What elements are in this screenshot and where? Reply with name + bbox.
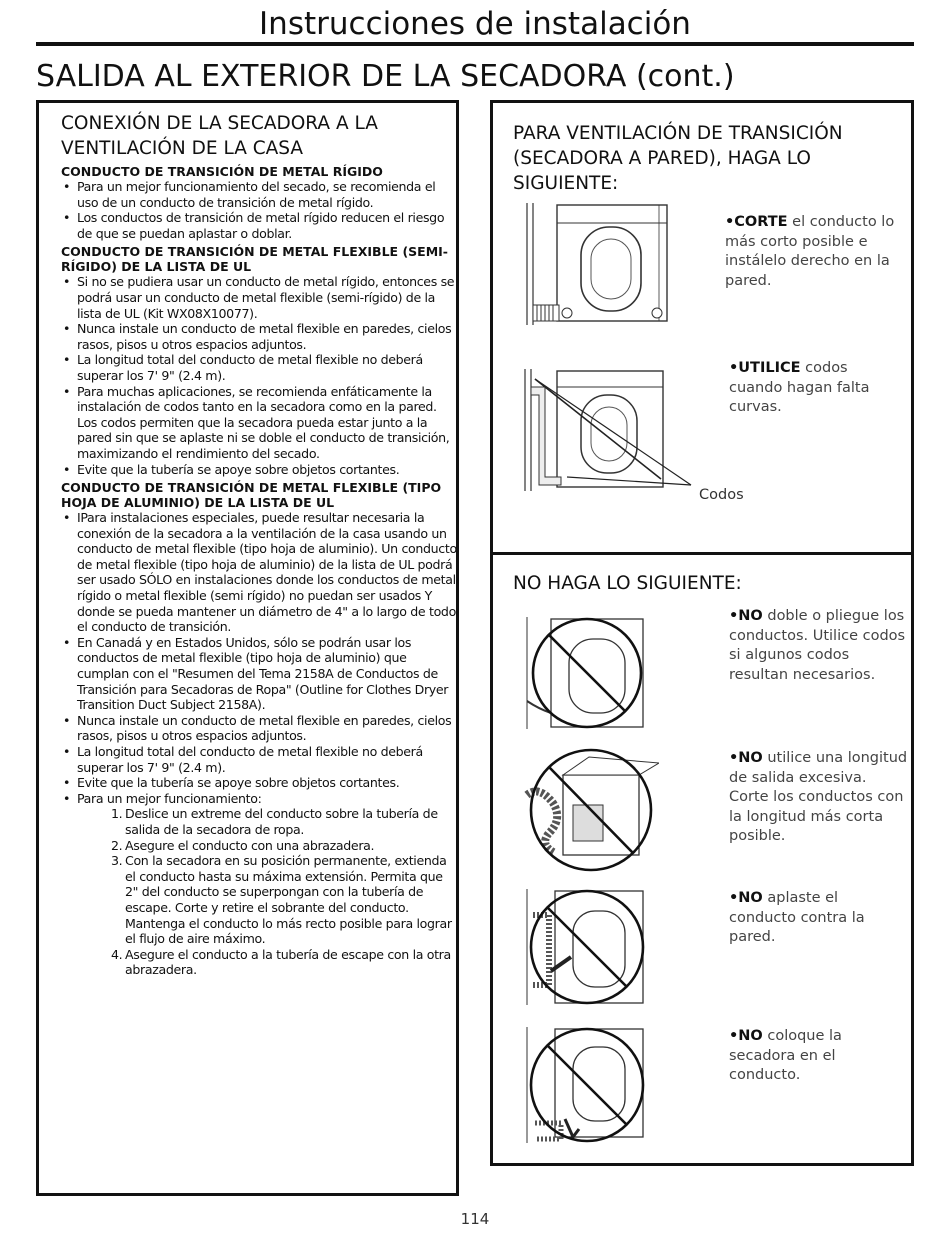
crushed-duct-illustration: [521, 885, 651, 1009]
list-item: • En Canadá y en Estados Unidos, sólo se podrán usar los conductos de metal flexible (tipo hoja de aluminio) que cumplan con el "Resumen del Tema 2158A de Conductos de Transición para Secadoras de Ropa" (Outline for Clothes Dryer Transition Duct Subject 2158A).: [61, 635, 457, 713]
dryer-straight-duct-illustration: [523, 201, 673, 327]
rigid-duct-list: [61, 179, 457, 241]
list-item: • Evite que la tubería se apoye sobre objetos cortantes.: [61, 462, 457, 478]
semi-rigid-duct-heading: CONDUCTO DE TRANSICIÓN DE METAL FLEXIBLE (SEMI-RÍGIDO) DE LA LISTA DE UL: [61, 244, 448, 275]
step-item: 4. Asegure el conducto a la tubería de escape con la otra abrazadera.: [111, 946, 451, 978]
list-item: • Si no se pudiera usar un conducto de metal rígido, entonces se podrá usar un conducto de metal flexible (semi-rígido) de la lista de UL (Kit WX08X10077).: [61, 274, 457, 321]
step-item: 3. Con la secadora en su posición permanente, extienda el conducto hasta su máxima extensión. Permita que 2" del conducto se superpongan con la tubería de escape. Corte y retire el sobrante del conducto. Mantenga el conducto lo más recto posible para lograr el flujo de aire máximo.: [111, 853, 452, 947]
list-item: • Para un mejor funcionamiento:: [61, 791, 457, 807]
foil-duct-list: [61, 510, 457, 806]
list-item: • IPara instalaciones especiales, puede resultar necesaria la conexión de la secadora a la ventilación de la casa usando un conducto de metal flexible (tipo hoja de aluminio). Un conducto de metal flexible (tipo hoja de aluminio) de la lista de UL podrá ser usado SÓLO en instalaciones donde los conductos de metal rígido o metal flexible (semi rígido) no puedan ser usados Y donde se pueda mantener un diámetro de 4" a lo largo de todo el conducto de transición.: [61, 510, 457, 635]
elbows-label: Codos: [699, 487, 744, 503]
do-not-box: [490, 552, 914, 1166]
no-kink-note: •NO doble o pliegue los conductos. Utilice codos si algunos codos resultan necesarios.: [729, 608, 906, 683]
list-item: • Nunca instale un conducto de metal flexible en paredes, cielos rasos, pisos u otros espacios adjuntos.: [61, 321, 457, 352]
rigid-duct-heading: CONDUCTO DE TRANSICIÓN DE METAL RÍGIDO: [61, 164, 383, 179]
no-excess-note: •NO utilice una longitud de salida excesiva. Corte los conductos con la longitud más corta posible.: [729, 750, 908, 844]
no-dryer-on-duct-note: •NO coloque la secadora en el conducto.: [729, 1028, 842, 1083]
do-not-title: NO HAGA LO SIGUIENTE:: [513, 573, 742, 594]
list-item: • Evite que la tubería se apoye sobre objetos cortantes.: [61, 775, 457, 791]
dryer-elbow-duct-illustration: [521, 365, 711, 493]
list-item: • Para muchas aplicaciones, se recomienda enfáticamente la instalación de codos tanto en la secadora como en la pared. Los codos permiten que la secadora pueda estar junto a la pared sin que se aplaste ni se doble el conducto de transición, maximizando el rendimiento del secado.: [61, 384, 457, 462]
kinked-duct-illustration: [521, 613, 651, 733]
list-item: • Los conductos de transición de metal rígido reducen el riesgo de que se puedan aplastar o doblar.: [61, 210, 457, 241]
connection-title: CONEXIÓN DE LA SECADORA A LA VENTILACIÓN DE LA CASA: [61, 113, 378, 159]
list-item: • Para un mejor funcionamiento del secado, se recomienda el uso de un conducto de transición de metal rígido.: [61, 179, 457, 210]
no-crush-note: •NO aplaste el conducto contra la pared.: [729, 890, 865, 945]
section-title: SALIDA AL EXTERIOR DE LA SECADORA (cont.): [36, 59, 735, 94]
dryer-on-duct-illustration: [521, 1023, 651, 1147]
header-rule: [36, 42, 914, 46]
use-elbows-note: •UTILICE codos cuando hagan falta curvas.: [729, 360, 870, 415]
list-item: • Nunca instale un conducto de metal flexible en paredes, cielos rasos, pisos u otros espacios adjuntos.: [61, 713, 457, 744]
transition-venting-box: [490, 100, 914, 560]
excessive-duct-illustration: [519, 745, 659, 875]
step-item: 1. Deslice un extreme del conducto sobre la tubería de salida de la secadora de ropa.: [111, 806, 438, 837]
connection-instructions-box: [36, 100, 459, 1196]
list-item: • La longitud total del conducto de metal flexible no deberá superar los 7' 9" (2.4 m).: [61, 352, 457, 383]
transition-venting-title: PARA VENTILACIÓN DE TRANSICIÓN (SECADORA A PARED), HAGA LO SIGUIENTE:: [513, 123, 843, 194]
page-number: 114: [460, 1210, 490, 1228]
semi-rigid-duct-list: [61, 274, 457, 477]
installation-steps: [61, 806, 457, 978]
list-item: • La longitud total del conducto de metal flexible no deberá superar los 7' 9" (2.4 m).: [61, 744, 457, 775]
cut-duct-note: •CORTE el conducto lo más corto posible e instálelo derecho en la pared.: [725, 214, 895, 289]
step-item: 2. Asegure el conducto con una abrazadera.: [111, 837, 375, 853]
page-header-title: Instrucciones de instalación: [259, 6, 691, 42]
foil-duct-heading: CONDUCTO DE TRANSICIÓN DE METAL FLEXIBLE (TIPO HOJA DE ALUMINIO) DE LA LISTA DE UL: [61, 480, 442, 511]
